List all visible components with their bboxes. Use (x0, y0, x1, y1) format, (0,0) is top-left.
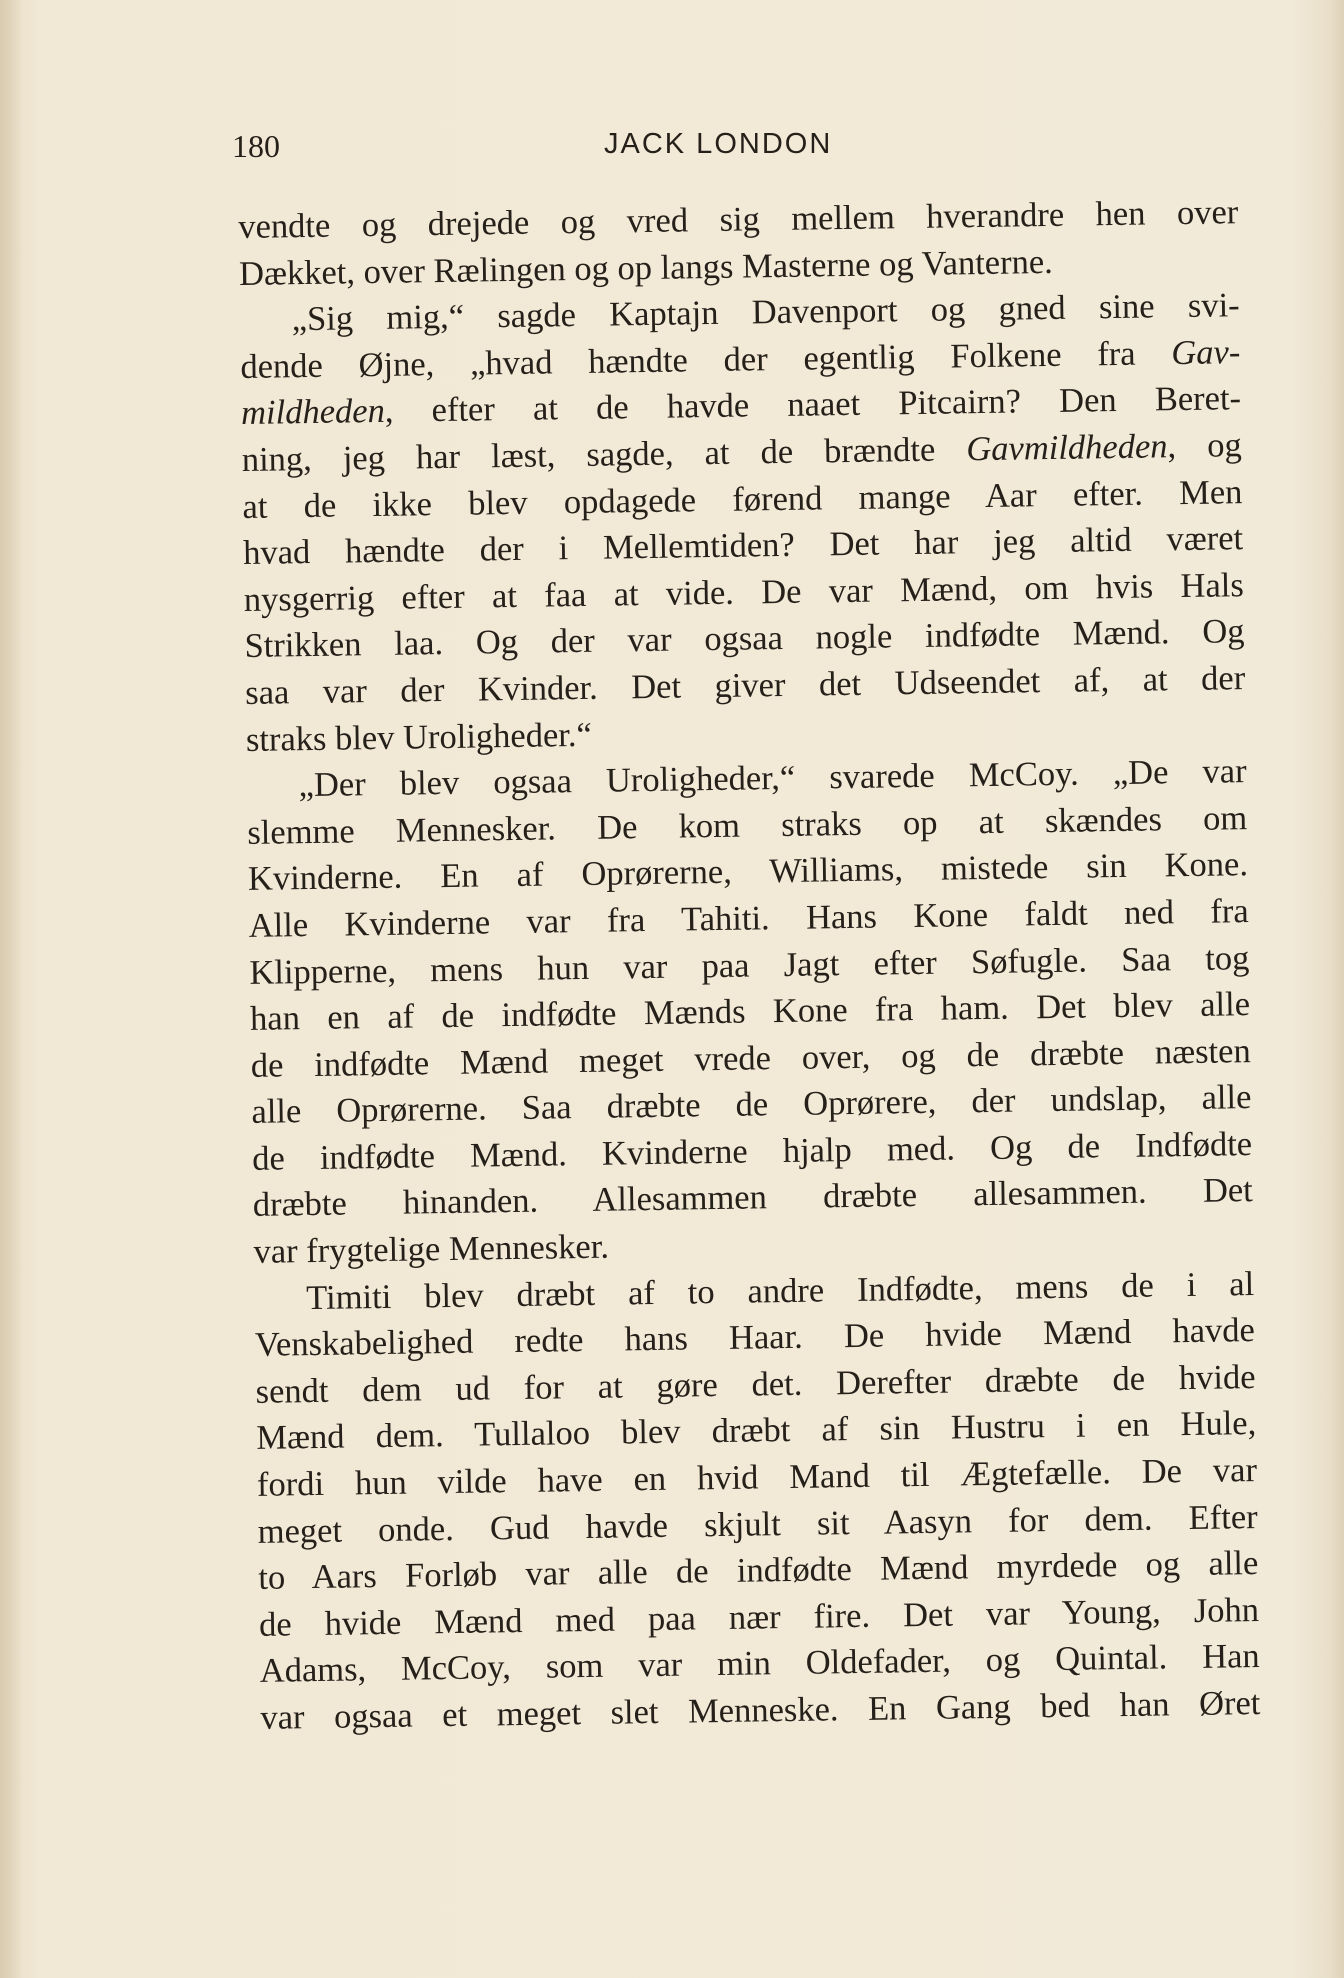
italic-title: Gavmildheden (966, 427, 1168, 469)
text-line: „Sig mig,“ sagde Kaptajn Davenport og gned sine svi- (291, 286, 1240, 339)
text-run: , efter at de havde naaet Pitcairn? Den Beret- (384, 379, 1242, 431)
text-line: saa var der Kvinder. Det giver det Udseendet af, at der (244, 659, 1246, 712)
text-line: vendte og drejede og vred sig mellem hverandre hen over (238, 193, 1239, 246)
page-gutter-shadow (0, 0, 22, 1978)
text-run: ning, jeg har læst, sagde, at de brændte (241, 430, 967, 479)
text-line: Dækket, over Rælingen og op langs Masterne og Vanterne. (238, 242, 1054, 293)
text-line: to Aars Forløb var alle de indfødte Mænd myrdede og alle (258, 1544, 1259, 1598)
text-line: at de ikke blev opdagede førend mange Aar efter. Men (242, 472, 1243, 526)
text-run: , og (1167, 426, 1242, 466)
text-line: „Der blev ogsaa Uroligheder,“ svarede McCoy. „De var (298, 752, 1247, 805)
text-line: Klipperne, mens hun var paa Jagt efter Søfugle. Saa tog (249, 938, 1250, 992)
page-number: 180 (232, 128, 280, 164)
text-line: dræbte hinanden. Allesammen dræbte allesammen. Det (252, 1171, 1254, 1225)
text-line: var ogsaa et meget slet Menneske. En Gang bed han Øret (260, 1684, 1261, 1737)
text-line: de indfødte Mænd. Kvinderne hjalp med. Og de Indfødte (251, 1124, 1253, 1178)
text-line: Venskabelighed redte hans Haar. De hvide Mænd havde (254, 1311, 1256, 1365)
text-line: var frygtelige Mennesker. (253, 1227, 610, 1271)
text-line: nysgerrig efter at faa at vide. De var Mænd, om hvis Hals (243, 565, 1245, 619)
text-run: dende Øjne, „hvad hændte der egentlig Folkene fra (240, 333, 1172, 386)
text-line: Alle Kvinderne var fra Tahiti. Hans Kone faldt ned fra (248, 891, 1249, 945)
text-line: slemme Mennesker. De kom straks op at skændes om (247, 798, 1248, 852)
text-line: hvad hændte der i Mellemtiden? Det har jeg altid været (242, 519, 1244, 573)
text-line: meget onde. Gud havde skjult sit Aasyn for dem. Efter (257, 1497, 1258, 1551)
running-head: JACK LONDON (604, 128, 833, 160)
body-text (238, 189, 1261, 1741)
text-line: han en af de indfødte Mænds Kone fra ham. Det blev alle (249, 985, 1251, 1039)
text-line: sendt dem ud for at gøre det. Derefter dræbte de hvide (255, 1357, 1256, 1411)
text-line: de hvide Mænd med paa nær fire. Det var Young, John (258, 1590, 1260, 1644)
text-line: de indfødte Mænd meget vrede over, og de dræbte næsten (250, 1031, 1251, 1085)
text-line: alle Oprørerne. Saa dræbte de Oprørere, der undslap, alle (251, 1078, 1252, 1132)
text-line: Timiti blev dræbt af to andre Indfødte, mens de i al (305, 1264, 1255, 1317)
italic-title: mildheden (240, 392, 386, 433)
italic-title: Gav- (1171, 332, 1241, 372)
text-line: Mænd dem. Tullaloo blev dræbt af sin Hustru i en Hule, (256, 1404, 1257, 1458)
text-line: Kvinderne. En af Oprørerne, Williams, mistede sin Kone. (247, 845, 1249, 899)
text-line: Strikken laa. Og der var ogsaa nogle indfødte Mænd. Og (244, 612, 1245, 666)
text-line: Adams, McCoy, som var min Oldefader, og Quintal. Han (259, 1637, 1260, 1691)
text-line: fordi hun vilde have en hvid Mand til Ægtefælle. De var (256, 1451, 1258, 1504)
text-line: straks blev Uroligheder.“ (245, 715, 593, 759)
page-header (232, 128, 1242, 168)
